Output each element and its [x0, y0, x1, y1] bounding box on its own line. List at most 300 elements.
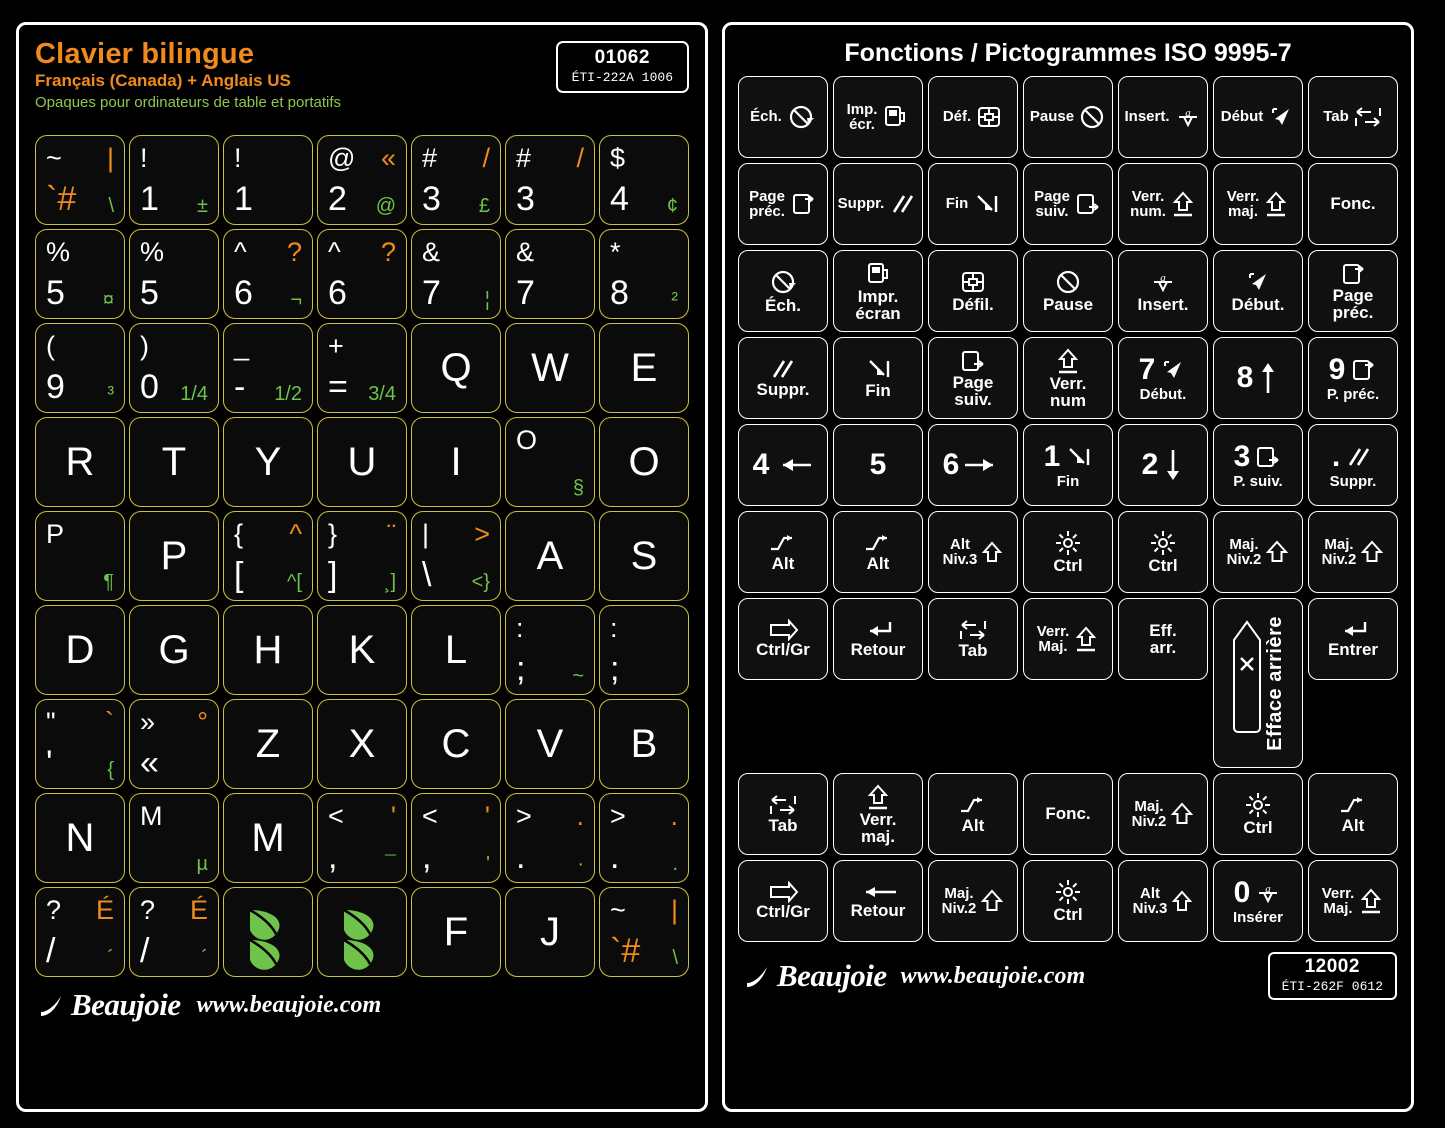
function-key-label: Page suiv. — [1034, 187, 1070, 220]
brand-name: Beaujoie — [71, 987, 181, 1022]
key-legend-bottom-left: 9 — [46, 368, 65, 406]
keyboard-sticker-panel — [16, 22, 708, 1112]
key-legend-bottom-right: ³ — [107, 383, 114, 405]
key-legend-bottom-left: ] — [328, 556, 338, 594]
page-subtitle: Français (Canada) + Anglais US — [35, 71, 291, 91]
function-key-label: Tab — [958, 641, 988, 661]
key-legend-bottom-right: ¶ — [103, 571, 114, 593]
key-legend-top-left: ? — [46, 895, 62, 925]
key-legend-top-left: _ — [234, 331, 250, 361]
function-key-label: Début — [1220, 108, 1264, 126]
key-legend-bottom-left: 2 — [328, 180, 347, 218]
key-sticker — [505, 605, 595, 695]
function-key — [1118, 773, 1208, 855]
key-legend-top-right: É — [189, 895, 208, 925]
swoosh-icon — [39, 992, 65, 1018]
key-sticker — [35, 887, 125, 977]
key-legend-bottom-left: / — [46, 932, 56, 970]
key-legend-top-right: / — [576, 143, 584, 173]
key-legend-bottom-right: { — [107, 759, 114, 781]
key-legend-top-left: + — [328, 331, 344, 361]
key-sticker — [35, 229, 125, 319]
key-sticker — [129, 229, 219, 319]
key-legend-bottom-left: ' — [46, 744, 53, 782]
swoosh-icon — [745, 963, 771, 989]
function-key-label: Verr. Maj. — [1036, 622, 1070, 655]
alt-icon — [957, 793, 989, 817]
key-sticker — [317, 229, 407, 319]
key-sticker — [411, 229, 501, 319]
key-legend-top-left: M — [140, 801, 163, 831]
function-key-label: Tab — [1323, 108, 1349, 126]
function-key — [1023, 337, 1113, 419]
key-sticker — [317, 699, 407, 789]
key-legend-bottom-right: ' — [486, 853, 490, 875]
product-code: 12002 — [1304, 956, 1360, 977]
ctrl-icon — [1244, 791, 1272, 819]
function-key — [1118, 598, 1208, 680]
alt-icon — [862, 531, 894, 555]
key-legend-bottom-left: = — [328, 368, 348, 406]
function-key-label: Alt Niv.3 — [942, 535, 978, 568]
level3-icon — [1171, 889, 1193, 913]
key-sticker — [35, 417, 125, 507]
shift-icon — [1360, 539, 1384, 565]
key-legend: C — [441, 722, 471, 766]
key-legend-bottom-right: § — [572, 477, 584, 499]
function-key — [1213, 598, 1303, 768]
key-sticker — [223, 605, 313, 695]
scroll-lock-icon — [959, 268, 987, 296]
key-legend-bottom-left: ; — [516, 650, 526, 688]
key-legend-top-left: $ — [610, 143, 626, 173]
esc-icon — [768, 267, 798, 297]
key-legend-bottom-left: 4 — [610, 180, 629, 218]
function-key — [928, 424, 1018, 506]
print-icon — [864, 260, 892, 288]
key-legend-bottom-left: 3 — [516, 180, 535, 218]
key-legend: R — [65, 440, 95, 484]
right-footer — [739, 952, 1397, 1000]
function-key-label: Insert. — [1137, 295, 1189, 315]
key-legend: S — [630, 534, 658, 578]
function-key — [1023, 250, 1113, 332]
key-sticker — [505, 699, 595, 789]
function-key — [1213, 860, 1303, 942]
delete-icon — [1344, 445, 1374, 469]
function-key — [833, 860, 923, 942]
key-sticker — [505, 135, 595, 225]
key-sticker — [505, 229, 595, 319]
key-legend-bottom-right: ² — [671, 289, 678, 311]
function-key — [1213, 250, 1303, 332]
brand-url: www.beaujoie.com — [196, 991, 382, 1018]
function-key — [928, 163, 1018, 245]
key-legend-top-right: ` — [105, 707, 114, 737]
pause-icon — [1054, 268, 1082, 296]
key-legend-top-right: ? — [286, 237, 302, 267]
end-arrow-icon — [972, 191, 1000, 217]
key-legend: E — [630, 346, 658, 390]
key-legend-top-left: ? — [140, 895, 156, 925]
function-key-label: Défil. — [952, 295, 994, 315]
page-down-icon — [1254, 444, 1282, 470]
key-legend-bottom-right: µ — [196, 853, 208, 875]
function-key-label: Retour — [850, 901, 906, 921]
key-legend-top-left: O — [516, 425, 538, 455]
key-legend-top-right: | — [670, 895, 678, 925]
function-key — [738, 250, 828, 332]
key-legend: F — [443, 910, 469, 954]
function-key-label: Fin — [865, 381, 891, 401]
key-legend-top-right: | — [106, 143, 114, 173]
key-sticker — [411, 887, 501, 977]
function-key-label: Tab — [768, 816, 798, 836]
key-sticker — [599, 699, 689, 789]
function-key — [1118, 860, 1208, 942]
numpad-digit: . — [1331, 440, 1341, 474]
key-legend-bottom-left: « — [140, 744, 159, 782]
key-sticker — [129, 887, 219, 977]
function-key-label: Début. — [1139, 386, 1187, 404]
key-sticker — [411, 699, 501, 789]
function-key-label: Eff. arr. — [1149, 620, 1177, 657]
key-legend: L — [444, 628, 468, 672]
svg-text:a: a — [1265, 883, 1272, 896]
key-sticker — [599, 417, 689, 507]
key-legend-bottom-right: ´ — [107, 947, 114, 969]
key-sticker — [411, 511, 501, 601]
product-code-sub: ÉTI-222A 1006 — [571, 69, 673, 85]
function-key-grid — [739, 76, 1397, 942]
function-key — [1118, 337, 1208, 419]
ctrl-icon — [1149, 529, 1177, 557]
key-legend-top-left: ! — [140, 143, 148, 173]
function-key — [833, 250, 923, 332]
print-icon — [881, 103, 909, 131]
function-key — [928, 773, 1018, 855]
product-code-sub: ÉTI-262F 0612 — [1281, 978, 1383, 994]
key-sticker — [599, 793, 689, 883]
key-legend-bottom-left: / — [140, 932, 150, 970]
function-key-label: Alt — [961, 816, 985, 836]
function-key — [928, 337, 1018, 419]
key-sticker — [129, 793, 219, 883]
page-title: Clavier bilingue — [35, 38, 255, 70]
key-legend-top-right: . — [670, 801, 678, 831]
function-key-label: Suppr. — [1329, 473, 1377, 491]
arrow-left-long-icon — [858, 882, 898, 902]
key-legend-top-right: ^ — [289, 519, 302, 549]
key-legend-bottom-right: @ — [375, 195, 396, 217]
key-legend-top-left: ) — [140, 331, 149, 361]
key-legend-top-right: ¨ — [387, 519, 396, 549]
function-key — [1118, 424, 1208, 506]
key-sticker — [129, 699, 219, 789]
function-key-label: Pause — [1029, 108, 1075, 126]
brand-url: www.beaujoie.com — [900, 962, 1086, 989]
function-key-label: Insert. — [1124, 108, 1170, 126]
function-key-label: Maj. Niv.2 — [1131, 797, 1167, 830]
function-key — [1213, 511, 1303, 593]
key-sticker — [129, 135, 219, 225]
key-sticker — [505, 887, 595, 977]
function-key-label: Maj. Niv.2 — [1321, 535, 1357, 568]
key-legend: T — [161, 440, 187, 484]
key-legend-top-left: % — [46, 237, 71, 267]
arrow-up-icon — [1257, 361, 1279, 395]
function-key — [833, 337, 923, 419]
function-key — [1023, 76, 1113, 158]
function-key-label: Ctrl — [1243, 818, 1273, 838]
key-legend: Q — [440, 346, 472, 390]
alt-icon — [767, 531, 799, 555]
function-key — [1023, 598, 1113, 680]
tab-icon — [1353, 105, 1383, 129]
function-key-label: Verr. maj. — [1226, 187, 1260, 220]
ctrl-gr-icon — [767, 619, 799, 641]
key-legend-bottom-left: - — [234, 368, 246, 406]
key-legend-bottom-right: <} — [471, 571, 490, 593]
key-sticker — [35, 699, 125, 789]
ctrl-gr-icon — [767, 881, 799, 903]
key-legend-bottom-left: 0 — [140, 368, 159, 406]
function-key-label: Ctrl — [1148, 556, 1178, 576]
key-sticker — [317, 793, 407, 883]
svg-text:a: a — [1184, 107, 1191, 119]
leaf-icon — [318, 888, 407, 977]
return-icon — [1337, 619, 1369, 641]
function-key-label: Retour — [850, 640, 906, 660]
key-sticker — [599, 605, 689, 695]
home-arrow-icon — [1267, 103, 1295, 131]
key-legend-top-right: « — [380, 143, 396, 173]
esc-icon — [786, 102, 816, 132]
key-sticker — [317, 135, 407, 225]
numpad-digit: 1 — [1043, 440, 1061, 474]
key-legend: J — [540, 910, 560, 954]
key-sticker — [411, 417, 501, 507]
key-legend-top-left: < — [422, 801, 438, 831]
function-key — [1308, 337, 1398, 419]
key-sticker — [317, 887, 407, 977]
product-code-box — [556, 41, 689, 93]
function-key-label: Ctrl/Gr — [756, 640, 810, 660]
insert-icon — [1254, 879, 1282, 907]
function-key — [1118, 250, 1208, 332]
key-legend-bottom-left: `# — [610, 932, 641, 970]
key-legend-top-right: ? — [380, 237, 396, 267]
key-legend: P — [160, 534, 188, 578]
function-key — [833, 773, 923, 855]
function-key-label: Fonc. — [1330, 194, 1376, 214]
key-sticker — [35, 135, 125, 225]
function-key — [1023, 424, 1113, 506]
function-key-label: Verr. maj. — [859, 809, 897, 846]
function-key-label: Page préc. — [1332, 285, 1374, 322]
scroll-lock-icon — [975, 103, 1003, 131]
key-legend-top-left: * — [610, 237, 621, 267]
key-legend-bottom-right: \ — [672, 947, 678, 969]
key-legend-top-left: # — [422, 143, 438, 173]
function-key-label: Éch. — [750, 108, 782, 126]
function-key-label: Ctrl — [1053, 905, 1083, 925]
numpad-digit: 9 — [1328, 353, 1346, 387]
key-sticker — [317, 511, 407, 601]
end-arrow-icon — [1064, 444, 1092, 470]
key-legend-bottom-right: ^[ — [287, 571, 302, 593]
numpad-digit: 4 — [752, 448, 770, 481]
key-legend: N — [65, 816, 95, 860]
function-key-label: P. suiv. — [1233, 473, 1283, 491]
function-key — [1023, 163, 1113, 245]
numpad-digit: 6 — [942, 448, 960, 481]
key-legend: Z — [255, 722, 281, 766]
key-sticker — [223, 887, 313, 977]
function-key — [833, 511, 923, 593]
key-legend-top-left: % — [140, 237, 165, 267]
key-legend-bottom-right: ¯ — [384, 853, 396, 875]
function-key-label: Ctrl/Gr — [756, 902, 810, 922]
key-legend-bottom-left: \ — [422, 556, 432, 594]
function-key-label: Maj. Niv.2 — [941, 884, 977, 917]
key-legend-top-right: . — [576, 801, 584, 831]
numpad-digit: 2 — [1141, 448, 1159, 481]
insert-icon — [1174, 103, 1202, 131]
key-legend-bottom-left: 5 — [140, 274, 159, 312]
key-legend-bottom-right: ¦ — [484, 289, 490, 311]
key-legend-bottom-left: 7 — [422, 274, 441, 312]
leaf-icon — [224, 888, 313, 977]
alt-icon — [1337, 793, 1369, 817]
shift-icon — [1265, 539, 1289, 565]
key-sticker — [129, 605, 219, 695]
pause-icon — [1078, 103, 1106, 131]
key-sticker — [599, 323, 689, 413]
arrow-right-icon — [963, 454, 1003, 476]
function-key — [1118, 511, 1208, 593]
ctrl-icon — [1054, 878, 1082, 906]
caps-lock-icon — [1263, 190, 1289, 218]
shift-icon — [980, 888, 1004, 914]
level3-icon — [981, 540, 1003, 564]
page-up-icon — [1339, 261, 1367, 287]
function-key — [928, 860, 1018, 942]
function-key — [833, 598, 923, 680]
function-key-label: Suppr. — [837, 195, 885, 213]
key-legend-bottom-right: ¢ — [666, 195, 678, 217]
shift-icon — [1170, 801, 1194, 827]
function-key — [1213, 163, 1303, 245]
key-sticker — [411, 135, 501, 225]
function-key — [738, 773, 828, 855]
key-sticker — [223, 417, 313, 507]
key-sticker — [599, 887, 689, 977]
left-footer — [35, 987, 689, 1023]
tab-icon — [958, 618, 988, 642]
key-legend-top-left: P — [46, 519, 65, 549]
caps-lock-icon — [865, 783, 891, 811]
key-legend-bottom-right: ± — [197, 195, 208, 217]
key-legend-bottom-right: ¸] — [383, 571, 396, 593]
function-key-label: Fonc. — [1045, 804, 1091, 824]
key-legend-bottom-right: \ — [108, 195, 114, 217]
function-key-label: P. préc. — [1326, 386, 1380, 404]
key-legend-bottom-left: 8 — [610, 274, 629, 312]
key-legend-top-right: ° — [197, 707, 208, 737]
num-lock-icon — [1055, 347, 1081, 375]
key-legend-bottom-left: [ — [234, 556, 244, 594]
function-key — [1308, 511, 1398, 593]
function-key — [833, 76, 923, 158]
numpad-digit: 8 — [1236, 361, 1254, 394]
function-key — [1023, 511, 1113, 593]
brand-name: Beaujoie — [777, 958, 887, 994]
key-sticker — [411, 323, 501, 413]
key-legend-top-left: > — [516, 801, 532, 831]
function-key-label: Verr. num. — [1130, 187, 1166, 220]
key-legend: X — [348, 722, 376, 766]
function-key-label: Verr. num — [1049, 373, 1087, 410]
function-key-label: Alt Niv.3 — [1132, 884, 1168, 917]
key-legend-bottom-left: . — [610, 838, 620, 876]
brand-logo-right — [745, 958, 887, 994]
function-key — [1213, 773, 1303, 855]
home-arrow-icon — [1244, 268, 1272, 296]
function-key — [738, 511, 828, 593]
key-legend: H — [253, 628, 283, 672]
key-legend: G — [158, 628, 190, 672]
function-key-label: Impr. écran — [855, 286, 901, 323]
function-key-label: Efface arrière — [1263, 615, 1286, 751]
key-legend: A — [536, 534, 564, 578]
product-code: 01062 — [594, 47, 650, 68]
key-legend-bottom-right: 1/2 — [274, 383, 302, 405]
function-key-label: Début. — [1231, 295, 1285, 315]
function-key — [738, 163, 828, 245]
key-sticker — [317, 323, 407, 413]
key-sticker — [129, 417, 219, 507]
key-legend-top-right: É — [95, 895, 114, 925]
function-key — [928, 250, 1018, 332]
function-key-label: Pause — [1042, 295, 1094, 315]
key-legend-bottom-left: . — [516, 838, 526, 876]
key-legend-top-left: ~ — [610, 895, 626, 925]
key-legend-bottom-left: 6 — [328, 274, 347, 312]
function-key — [1308, 598, 1398, 680]
page-up-icon — [789, 191, 817, 217]
function-key — [738, 598, 828, 680]
function-key-label: Suppr. — [756, 380, 810, 400]
function-key-label: Imp. écr. — [846, 100, 878, 133]
function-key — [738, 860, 828, 942]
key-legend-bottom-right: ¤ — [102, 289, 114, 311]
key-sticker — [223, 793, 313, 883]
home-arrow-icon — [1159, 356, 1187, 384]
key-legend-bottom-right: 1/4 — [180, 383, 208, 405]
insert-icon — [1149, 268, 1177, 296]
key-legend: M — [251, 816, 285, 860]
function-key — [1308, 163, 1398, 245]
key-legend-bottom-left: 1 — [140, 180, 159, 218]
key-legend-bottom-left: , — [328, 838, 338, 876]
key-legend-top-right: ' — [390, 801, 396, 831]
page-note: Opaques pour ordinateurs de table et portatifs — [35, 94, 342, 112]
key-legend-bottom-left: 3 — [422, 180, 441, 218]
numpad-digit: 5 — [869, 448, 887, 481]
key-legend-bottom-left: 7 — [516, 274, 535, 312]
page-down-icon — [959, 348, 987, 374]
